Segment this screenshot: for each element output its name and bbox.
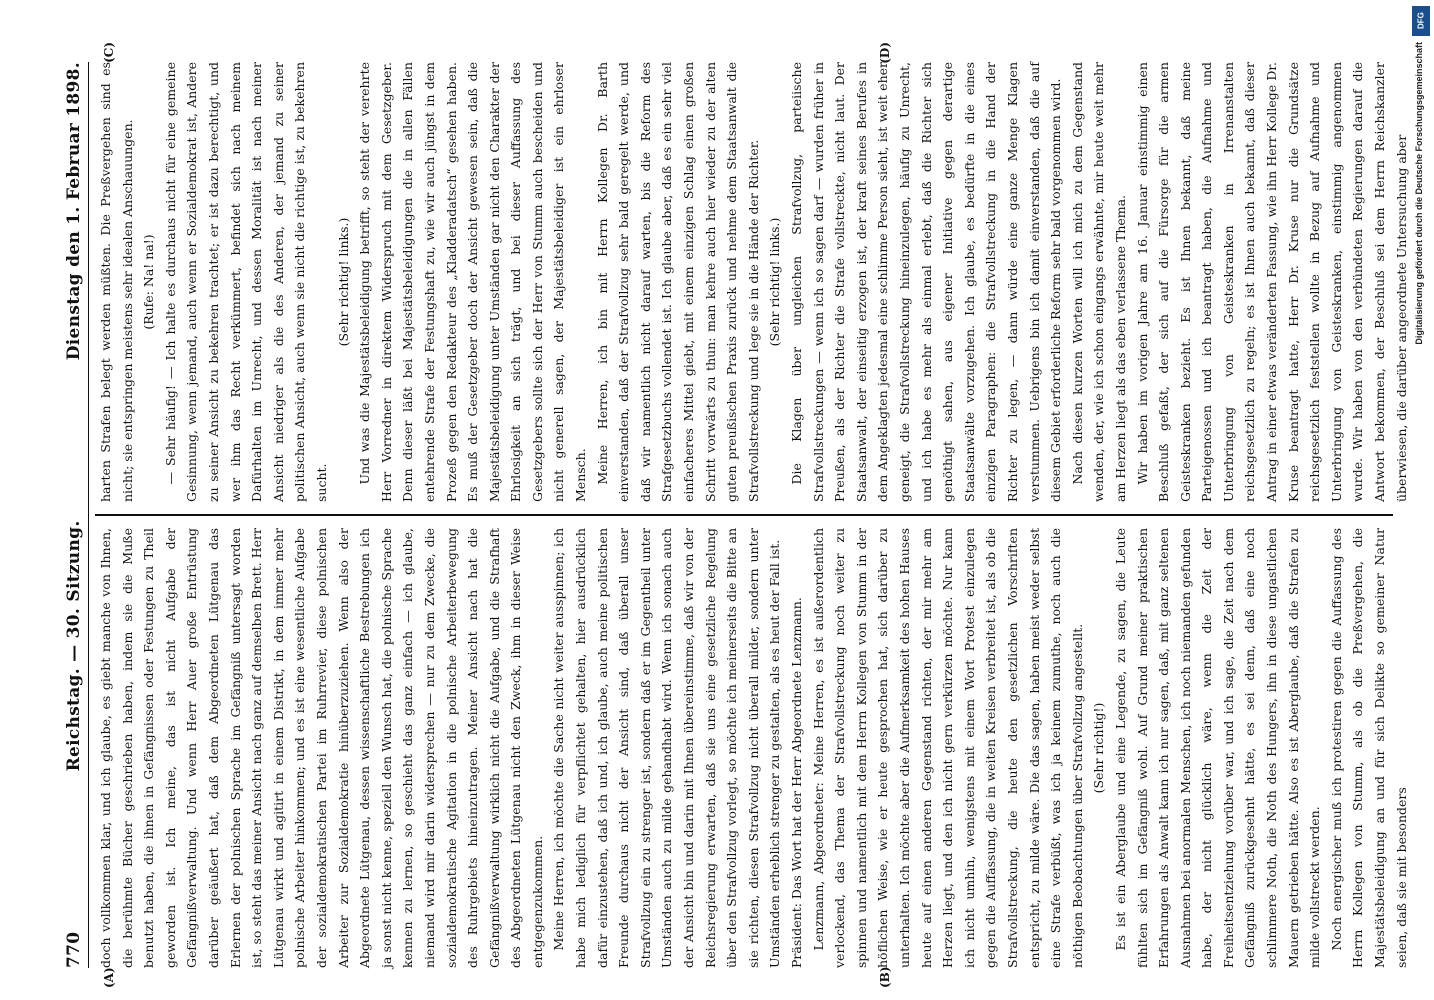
margin-letter-b: (B) — [878, 966, 892, 988]
paragraph: Meine Herren, ich möchte die Sache nicht weiter ausspinnen; ich habe mich lediglich für verpflichtet gehalten, hier ausdrücklich dafür einzustehen, daß ich und, ich glaube, auch meine politischen Freunde durchaus nicht der Ansicht sind, daß überall unser Strafvollzug ein zu strenger ist, sondern daß er im Gegentheil unter Umständen auch zu milde gehandhabt wird. Wenn ich sonach auch der Ansicht bin und darin mit Ihnen übereinstimme, daß wir von der Reichsregierung erwarten, daß sie uns eine gesetzliche Regelung über den Strafvollzug vorlegt, so möchte ich meinerseits die Bitte an sie richten, diesen Strafvollzug nicht überall milder, sondern unter Umständen erheblich strenger zu gestalten, als es heut der Fall ist. — [551, 528, 783, 968]
text-columns — [95, 42, 1409, 988]
interjection: (Rufe: Na! na!) — [141, 234, 157, 330]
paragraph: Es ist ein Aberglaube und eine Legende, zu sagen, die Leute fühlten sich im Gefängniß wohl. Auf Grund meiner praktischen Erfahrungen als Anwalt kann ich nur sagen, daß, mit ganz seltenen Ausnahmen bei anormalen Menschen, ich noch niemanden gefunden habe, der nicht glücklich wäre, wenn die Zeit der Freiheitsentziehung vorüber war, und ich sage, die Zeit nach dem Gefängniß zurückgesehnt hätte, es sei denn, daß eine noch schlimmere Noth, die Noth des Hungers, ihn in diese ungastlichen Mauern getrieben hätte. Also es ist Aberglaube, daß die Strafen zu milde vollstreckt werden. — [1112, 528, 1323, 968]
paragraph: doch vollkommen klar, und ich glaube, es giebt manche von Ihnen, die berühmte Bücher geschrieben haben, indem sie die Muße benutzt haben, die ihnen in Gefängnissen oder Festungen zu Theil geworden ist. Ich meine, das ist nicht Aufgabe der Gefängnißverwaltung. Und wenn Herr Auer große Entrüstung darüber geäußert hat, daß dem Abgeordneten Lütgenau das Erlernen der polnischen Sprache im Gefängniß untersagt worden ist, so steht das meiner Ansicht nach ganz auf demselben Brett. Herr Lütgenau wirkt und agitirt in einem Distrikt, in dem immer mehr polnische Arbeiter hinkommen; und es ist eine wesentliche Aufgabe der sozialdemokratischen Partei im Ruhrrevier, diese polnischen Arbeiter zur Sozialdemokratie hinüberzuziehen. Wenn also der Abgeordnete Lütgenau, dessen wissenschaftliche Bestrebungen ich ja sonst nicht kenne, speziell den Wunsch hat, die polnische Sprache kennen zu lernen, so geschieht das ganz einfach — ich glaube, niemand wird mir darin widersprechen — nur zu dem Zwecke, die sozialdemokratische Agitation in die polnische Arbeiterbewegung des Ruhrgebiets hineinzutragen. Meiner Ansicht nach hat die Gefängnißverwaltung wirklich nicht die Aufgabe, und die Strafhaft des Abgeordneten Lütgenau nicht den Zweck, ihm in dieser Weise entgegenzukommen. — [98, 528, 545, 968]
paragraph: Lenzmann, Abgeordneter: Meine Herren, es ist außerordentlich verlockend, das Thema der Strafvollstreckung noch weiter zu spinnen und namentlich mit dem Herrn Kollegen von Stumm in der höflichen Weise, wie er heute gesprochen hat, sich darüber zu unterhalten. Ich möchte aber die Aufmerksamkeit des hohen Hauses heute auf einen anderen Gegenstand richten, der mir mehr am Herzen liegt, und den ich nicht gern verkürzen möchte. Nur kann ich nicht umhin, wenigstens mit einem Wort Protest einzulegen gegen die Auffassung, die in weiten Kreisen verbreitet ist, als ob die Strafvollstreckung, die heute den gesetzlichen Vorschriften entspricht, zu milde wäre. Die das sagen, haben meist weder selbst eine Strafe verbüßt, was ich ja keinem zumuthe, noch auch die nöthigen Beobachtungen über Strafvollzug angestellt. — [810, 528, 1085, 968]
margin-letter-d: (D) — [878, 42, 892, 64]
applause: (Sehr richtig! links.) — [767, 217, 783, 347]
right-column — [95, 42, 1409, 516]
paragraph: Und was die Majestätsbeleidigung betrifft, so steht der verehrte Herr Vorredner in direktem Widerspruch mit dem Gesetzgeber. Denn dieser läßt bei Majestätsbeleidigungen die in allen Fällen entehrende Strafe der Festungshaft zu, wie wir auch jüngst in dem Prozeß gegen den Redakteur des „Kladderadatsch“ gesehen haben. Es muß der Gesetzgeber doch der Ansicht gewesen sein, daß die Majestätsbeleidigung unter Umständen gar nicht den Charakter der Ehrlosigkeit an sich trägt, und bei dieser Auffassung des Gesetzgebers sollte sich der Herr von Stumm auch bescheiden und nicht generell sagen, der Majestätsbeleidiger ist ein ehrloser Mensch. — [357, 62, 589, 502]
left-column — [95, 516, 1409, 988]
page-number: 770 — [64, 931, 84, 968]
document-page — [50, 40, 1410, 990]
digitization-stamp — [1408, 0, 1434, 1000]
paragraph: — Sehr häufig! — Ich halte es durchaus nicht für eine gemeine Gesinnung, wenn jemand, auch wenn er Sozialdemokrat ist, Andere zu seiner Ansicht zu bekehren trachtet; er ist dazu berechtigt, und wer ihm das Recht verkümmert, befindet sich nach meinem Dafürhalten im Unrecht, und dessen Moralität ist nach meiner Ansicht niedriger als die des Anderen, der jemand zu seiner politischen Ansicht, auch wenn sie nicht die richtige ist, zu bekehren sucht. — [162, 62, 329, 502]
session-date: Dienstag den 1. Februar 1898. — [64, 62, 84, 361]
paragraph: Nach diesen kurzen Worten will ich mich zu dem Gegenstand wenden, der, wie ich schon eingangs erwähnte, mir heute weit mehr am Herzen liegt als das eben verlassene Thema. — [1069, 62, 1128, 502]
paragraph: Die Klagen über ungleichen Strafvollzug, parteiische Strafvollstreckungen — wenn ich so sagen darf — wurden früher in Preußen, als der Richter die Strafe vollstreckte, nicht laut. Der Staatsanwalt, der einseitig erzogen ist, der kraft seines Berufes in dem Angeklagten jedesmal eine schlimme Person sieht, ist weit eher geneigt, die Strafvollstreckung hineinzulegen, häufig zu Unrecht, und ich habe es mehr als einmal erlebt, daß die Richter sich genöthigt sahen, aus eigener Initiative gegen derartige Staatsanwälte vorzugehen. Ich glaube, es bedürfte in die eines einzigen Paragraphen: die Strafvollstreckung in die Hand der Richter zu legen, — dann würde eine ganze Menge Klagen verstummen. Uebrigens bin ich damit einverstanden, daß die auf diesem Gebiet erforderliche Reform sehr bald vorgenommen wird. — [789, 62, 1064, 502]
paragraph: Wir haben im vorigen Jahre am 16. Januar einstimmig einen Beschluß gefaßt, der sich auf die Fürsorge für die armen Geisteskranken bezieht. Es ist Ihnen bekannt, daß meine Parteigenossen und ich beantragt haben, die Aufnahme und Unterbringung von Geisteskranken in Irrenanstalten reichsgesetzlich zu regeln; es ist Ihnen auch bekannt, daß dieser Antrag in einer etwas veränderten Fassung, wie ihn Herr Kollege Dr. Kruse beantragt hatte, Herr Dr. Kruse nur die Grundsätze reichsgesetzlich feststellen wollte in Bezug auf Aufnahme und Unterbringung von Geisteskranken, einstimmig angenommen wurde. Wir haben von den verbündeten Regierungen darauf die Antwort bekommen, der Beschluß sei dem Herrn Reichskanzler überwiesen, die darüber angeordnete Untersuchung aber — [1134, 62, 1409, 502]
applause: (Sehr richtig! links.) — [335, 217, 351, 347]
president-line: Präsident: Das Wort hat der Herr Abgeordnete Lenzmann. — [789, 597, 804, 968]
dfg-logo: DFG — [1412, 6, 1430, 36]
paragraph: harten Strafen belegt werden müßten. Die Preßvergehen sind es nicht; sie entspringen meistens sehr idealen Anschauungen. — [98, 62, 135, 502]
session-title: Reichstag. — 30. Sitzung. — [64, 520, 84, 772]
margin-letter-a: (A) — [102, 967, 116, 988]
paragraph: Meine Herren, ich bin mit Herrn Kollegen Dr. Barth einverstanden, daß der Strafvollzug sehr bald geregelt werde, und daß wir namentlich nicht darauf warten, bis die Reform des Strafgesetzbuchs vollendet ist. Ich glaube aber, daß es ein sehr viel einfacheres Mittel giebt, mit einem einzigen Schlag einen großen Schritt vorwärts zu thun: man kehre auch hier wieder zu der alten guten preußischen Praxis zurück und nehme dem Staatsanwalt die Strafvollstreckung und lege sie in die Hände der Richter. — [594, 62, 761, 502]
page-header — [64, 62, 89, 968]
dfg-funding-note: Digitalisierung gefördert durch die Deutsche Forschungsgemeinschaft — [1414, 42, 1424, 345]
applause: (Sehr richtig!) — [1091, 702, 1107, 794]
margin-letter-c: (C) — [102, 42, 116, 63]
paragraph: Noch energischer muß ich protestiren gegen die Auffassung des Herrn Kollegen von Stumm, als ob die Preßvergehen, die Majestätsbeleidigung an und für sich Delikte so gemeiner Natur seien, daß sie mit besonders — [1328, 528, 1409, 968]
